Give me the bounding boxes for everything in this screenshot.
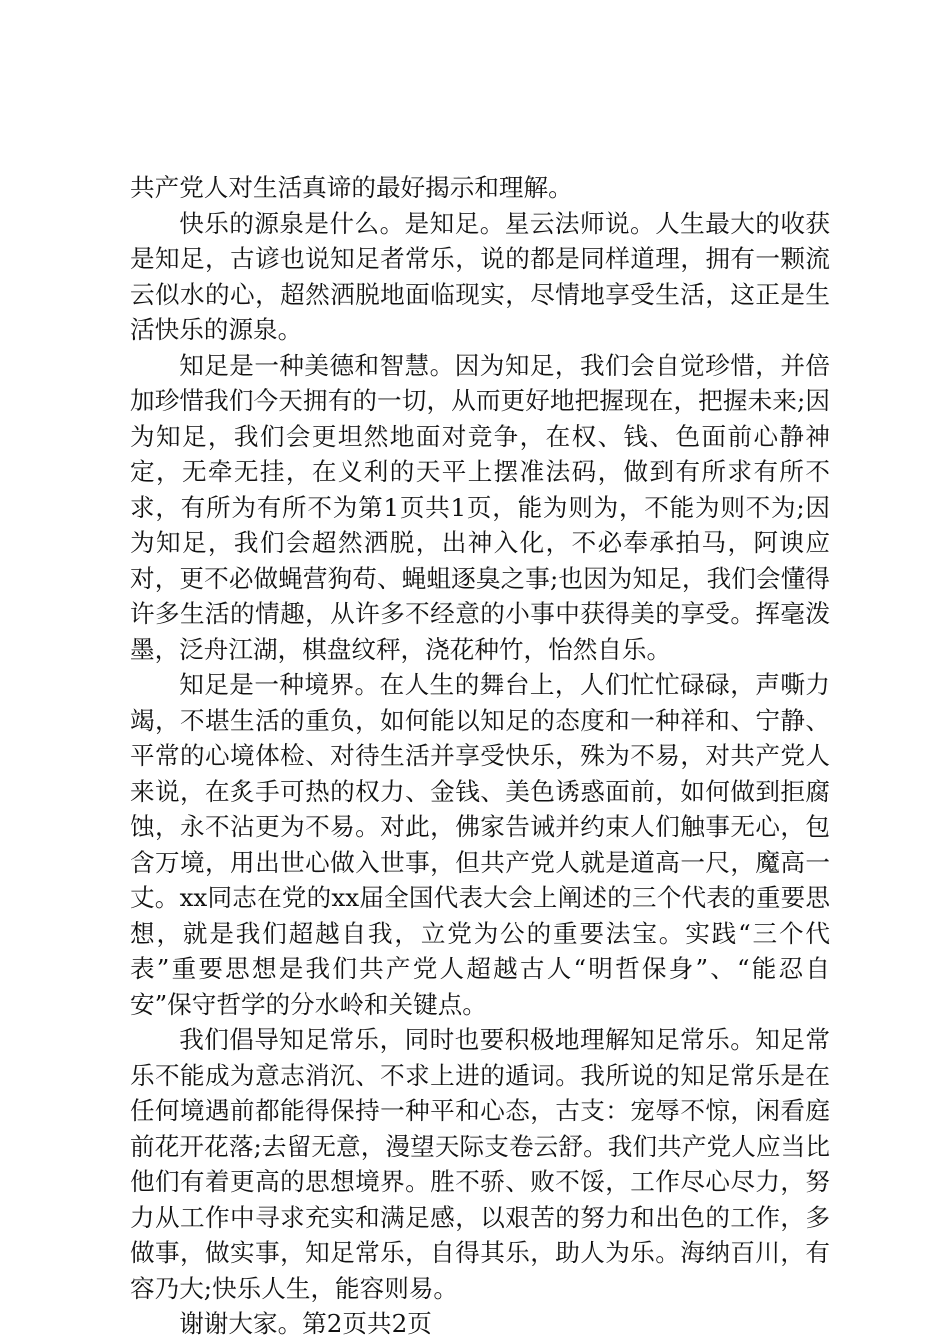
paragraph-advocacy: 我们倡导知足常乐，同时也要积极地理解知足常乐。知足常乐不能成为意志消沉、不求上进的遁词。我所说的知足常乐是在任何境遇前都能得保持一种平和心态，古支：宠辱不惊，闲看庭前花开花落;去留无意，漫望天际支卷云舒。我们共产党人应当比他们有着更高的思想境界。胜不骄、败不馁，工作尽心尽力，努力从工作中寻求充实和满足感，以艰苦的努力和出色的工作，多做事，做实事，知足常乐，自得其乐，助人为乐。海纳百川，有容乃大;快乐人生，能容则易。 (130, 1025, 830, 1303)
paragraph-realm: 知足是一种境界。在人生的舞台上，人们忙忙碌碌，声嘶力竭，不堪生活的重负，如何能以知足的态度和一种祥和、宁静、平常的心境体检、对待生活并享受快乐，殊为不易，对共产党人来说，在炙手可热的权力、金钱、美色诱惑面前，如何做到拒腐蚀，永不沾更为不易。对此，佛家告诫并约束人们触事无心，包含万境，用出世心做入世事，但共产党人就是道高一尺，魔高一丈。xx同志在党的xx届全国代表大会上阐述的三个代表的重要思想，就是我们超越自我，立党为公的重要法宝。实践“三个代表”重要思想是我们共产党人超越古人“明哲保身”、“能忍自安”保守哲学的分水岭和关键点。 (130, 670, 830, 1019)
paragraph-continuation: 共产党人对生活真谛的最好揭示和理解。 (130, 173, 573, 202)
paragraph-virtue-and-wisdom: 知足是一种美德和智慧。因为知足，我们会自觉珍惜，并倍加珍惜我们今天拥有的一切，从而更好地把握现在，把握未来;因为知足，我们会更坦然地面对竞争，在权、钱、色面前心静神定，无牵无挂，在义利的天平上摆准法码，做到有所求有所不求，有所为有所不为第1页共1页，能为则为，不能为则不为;因为知足，我们会超然洒脱，出神入化，不必奉承拍马，阿谀应对，更不必做蝇营狗苟、蝇蛆逐臭之事;也因为知足，我们会懂得许多生活的情趣，从许多不经意的小事中获得美的享受。挥毫泼墨，泛舟江湖，棋盘纹秤，浇花种竹，怡然自乐。 (130, 350, 830, 664)
paragraph-closing: 谢谢大家。第2页共2页 (179, 1309, 432, 1338)
document-body (130, 170, 830, 1342)
paragraph-source-of-happiness: 快乐的源泉是什么。是知足。星云法师说。人生最大的收获是知足，古谚也说知足者常乐，说的都是同样道理，拥有一颗流云似水的心，超然洒脱地面临现实，尽情地享受生活，这正是生活快乐的源泉。 (130, 208, 830, 344)
